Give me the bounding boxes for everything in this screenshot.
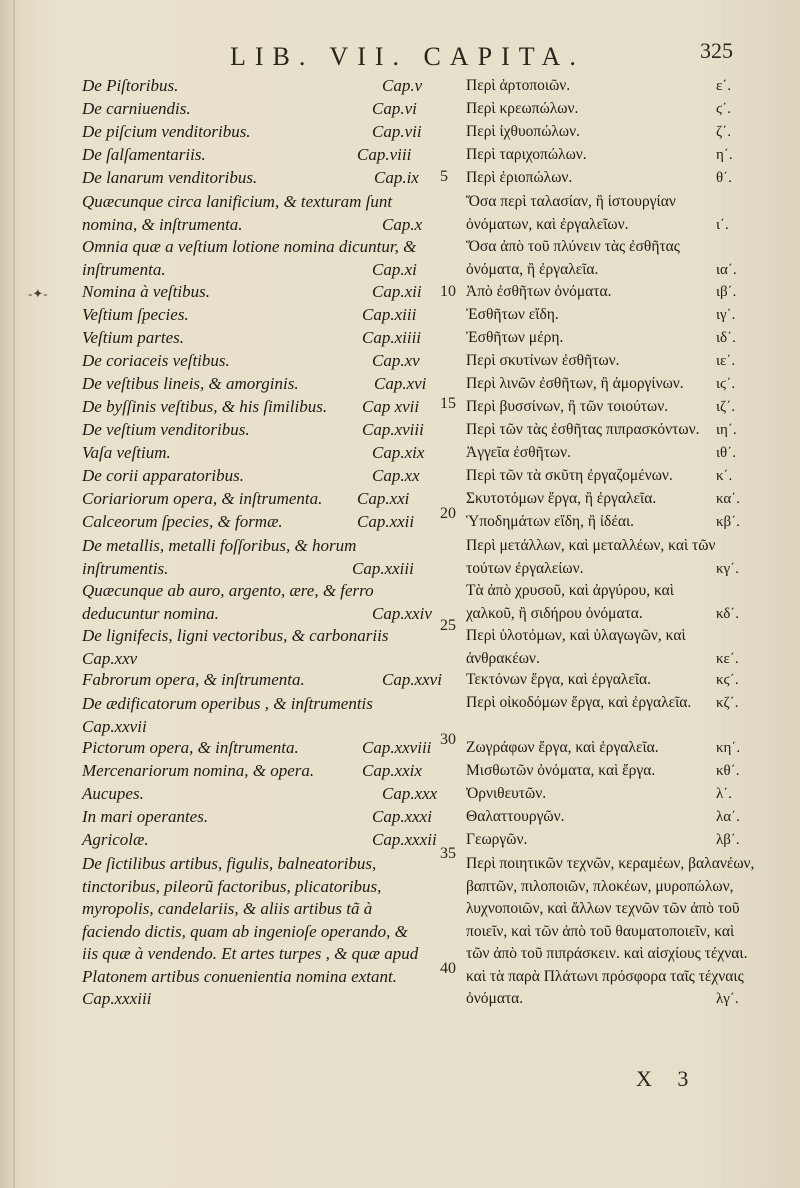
greek-entry-text: Περὶ βυσσίνων, ἢ τῶν τοιούτων. xyxy=(466,398,669,415)
latin-entry-text: De lanarum venditoribus. xyxy=(82,168,258,187)
latin-entry xyxy=(82,625,442,670)
greek-chapter-number: ιθ΄. xyxy=(716,445,736,461)
greek-entry-text: Περὶ οἰκοδόμων ἔργα, καὶ ἐργαλεῖα. xyxy=(466,694,692,711)
greek-chapter-number: κγ΄. xyxy=(716,560,739,577)
latin-chapter-number: Cap.xxvi xyxy=(382,670,442,689)
line-number: 10 xyxy=(440,283,456,300)
greek-entry xyxy=(466,489,756,509)
greek-entry-text: Ὀρνιθευτῶν. xyxy=(466,785,547,802)
latin-chapter-number: Cap.xxviii xyxy=(362,738,432,757)
latin-chapter-number: Cap.xv xyxy=(372,351,420,370)
greek-chapter-number: ιζ΄. xyxy=(716,399,735,415)
latin-entry-text: Pictorum opera, & inſtrumenta. xyxy=(82,738,299,757)
greek-entry-text: Τεκτόνων ἔργα, καὶ ἐργαλεῖα. xyxy=(466,671,652,688)
latin-entry-text: Quæcunque ab auro, argento, ære, & ferro deducuntur nomina. xyxy=(82,581,374,623)
latin-entry-text: Veſtium ſpecies. xyxy=(82,305,189,324)
latin-chapter-number: Cap xvii xyxy=(362,397,420,416)
greek-chapter-number: λα΄. xyxy=(716,809,740,825)
greek-entry-text: Σκυτοτόμων ἔργα, ἢ ἐργαλεῖα. xyxy=(466,490,657,507)
latin-entry-text: Veſtium partes. xyxy=(82,328,184,347)
greek-entry-text: Ἀπὸ ἐσθῆτων ὀνόματα. xyxy=(466,283,612,300)
greek-chapter-number: ϛ΄. xyxy=(716,101,732,117)
latin-chapter-number: Cap.viii xyxy=(357,145,412,164)
latin-entry-text: Agricolæ. xyxy=(82,830,149,849)
greek-entry-text: Τὰ ἀπὸ χρυσοῦ, καὶ ἀργύρου, καὶ χαλκοῦ, ἢ σιδήρου ὀνόματα. xyxy=(466,582,674,622)
page-header xyxy=(0,36,800,70)
latin-entry xyxy=(82,236,442,281)
latin-chapter-number: Cap.xxi xyxy=(357,489,410,508)
greek-entry xyxy=(466,784,756,804)
greek-entry xyxy=(466,535,756,580)
margin-mark: -✦- xyxy=(28,286,48,301)
latin-chapter-number: Cap.xx xyxy=(372,466,420,485)
greek-entry xyxy=(466,761,756,781)
greek-entry-text: Περὶ τῶν τὰς ἐσθῆτας πιπρασκόντων. xyxy=(466,421,700,438)
greek-entry-text: Ἐσθῆτων μέρη. xyxy=(466,329,564,346)
greek-chapter-number: ια΄. xyxy=(716,261,737,278)
greek-entry xyxy=(466,351,756,371)
greek-entry xyxy=(466,853,756,1011)
greek-entry xyxy=(466,328,756,348)
greek-entry xyxy=(466,99,756,119)
greek-entry xyxy=(466,374,756,394)
greek-entry xyxy=(466,76,756,96)
greek-chapter-number: ιε΄. xyxy=(716,353,736,369)
greek-entry xyxy=(466,830,756,850)
greek-entry-text: Περὶ σκυτίνων ἐσθῆτων. xyxy=(466,352,620,369)
greek-chapter-number: κϛ΄. xyxy=(716,672,739,688)
greek-chapter-number: λ΄. xyxy=(716,786,733,802)
greek-chapter-number: κζ΄. xyxy=(716,695,739,711)
greek-entry xyxy=(466,282,756,302)
greek-entry xyxy=(466,807,756,827)
running-title: LIB. VII. CAPITA. xyxy=(230,42,585,71)
greek-entry-text: Ὑποδημάτων εἴδη, ἢ ἰδέαι. xyxy=(466,513,635,530)
latin-entry-text: De byſſinis veſtibus, & his ſimilibus. xyxy=(82,397,328,416)
greek-entry xyxy=(466,305,756,325)
greek-chapter-number: κε΄. xyxy=(716,650,739,667)
latin-chapter-number: Cap.xii xyxy=(372,282,422,301)
latin-entry xyxy=(82,191,442,236)
latin-entry-text: De ædificatorum operibus , & inſtrumentis Cap.xxvii xyxy=(82,694,373,736)
latin-entry-text: De veſtium venditoribus. xyxy=(82,420,250,439)
latin-entry-text: Vaſa veſtium. xyxy=(82,443,171,462)
greek-chapter-number: λβ΄. xyxy=(716,832,740,848)
greek-entry-text: Περὶ τῶν τὰ σκῦτη ἐργαζομένων. xyxy=(466,467,673,484)
greek-chapter-number: κα΄. xyxy=(716,491,741,507)
latin-entry-text: Omnia quæ a veſtium lotione nomina dicuntur, & inſtrumenta. xyxy=(82,237,417,279)
greek-entry-text: Ἀγγεῖα ἐσθῆτων. xyxy=(466,444,572,461)
latin-entry-text: De piſcium venditoribus. xyxy=(82,122,251,141)
greek-entry xyxy=(466,670,756,690)
line-number: 25 xyxy=(440,617,456,634)
line-number: 40 xyxy=(440,960,456,977)
greek-entry-text: Περὶ ποιητικῶν τεχνῶν, κεραμέων, βαλανέων, βαπτῶν, πιλοποιῶν, πλοκέων, μυροπώλων, λυχνοποιῶν, καὶ ἄλλων τεχνῶν τῶν ἀπὸ τοῦ ποιεῖν, καὶ τῶν ἀπὸ τοῦ θαυματοποιεῖν, καὶ τῶν ἀπὸ τοῦ πιπράσκειν. καὶ αἰσχίους τέχναι. καὶ τὰ παρὰ Πλάτωνι πρόσφορα ταῖς τέχναις ὀνόματα. xyxy=(466,855,755,1007)
greek-chapter-number: ε΄. xyxy=(716,78,732,94)
latin-chapter-number: Cap.xviii xyxy=(362,420,424,439)
latin-chapter-number: Cap.xiii xyxy=(362,305,417,324)
latin-chapter-number: Cap.vi xyxy=(372,99,417,118)
line-number: 15 xyxy=(440,395,456,412)
greek-chapter-number: λγ΄. xyxy=(716,991,739,1007)
latin-chapter-number: Cap.xxxi xyxy=(372,807,432,826)
latin-chapter-number: Cap.xix xyxy=(372,443,425,462)
binding-edge xyxy=(13,0,15,1188)
greek-entry-text: Περὶ ταριχοπώλων. xyxy=(466,146,587,163)
latin-chapter-number: Cap.xxx xyxy=(382,784,438,803)
latin-chapter-number: Cap.xxiv xyxy=(372,603,432,623)
latin-chapter-number: Cap.x xyxy=(382,214,423,234)
greek-entry-text: Θαλαττουργῶν. xyxy=(466,808,565,825)
greek-chapter-number: κ΄. xyxy=(716,468,733,484)
latin-entry-text: De lignifecis, ligni vectoribus, & carbonariis Cap.xxv xyxy=(82,626,389,668)
greek-entry-text: Ἐσθῆτων εἴδη. xyxy=(466,306,559,323)
latin-entry-text: De coriaceis veſtibus. xyxy=(82,351,230,370)
greek-entry xyxy=(466,191,756,236)
greek-chapter-number: κδ΄. xyxy=(716,605,740,622)
latin-entry-text: De ſictilibus artibus, figulis, balneatoribus, tinctoribus, pileorũ factoribus, plicatoribus, myropolis, candelariis, & aliis artibus tã à faciendo dictis, quam ab ingenioſe operando, & iis quæ à vendendo. Et artes turpes , & quæ apud Platonem artibus conuenientia nomina extant. Cap.xxxiii xyxy=(82,854,419,1008)
latin-entry-text: De Piſtoribus. xyxy=(82,76,179,95)
greek-entry-text: Ζωγράφων ἔργα, καὶ ἐργαλεῖα. xyxy=(466,739,659,756)
latin-entry-text: Mercenariorum nomina, & opera. xyxy=(82,761,315,780)
latin-entry-text: Coriariorum opera, & inſtrumenta. xyxy=(82,489,323,508)
latin-chapter-number: Cap.xvi xyxy=(374,374,427,393)
greek-chapter-number: ιη΄. xyxy=(716,422,737,438)
latin-entry-text: De metallis, metalli foſſoribus, & horum inſtrumentis. xyxy=(82,536,357,578)
latin-entry-text: De carniuendis. xyxy=(82,99,191,118)
signature-mark: X 3 xyxy=(636,1066,699,1091)
greek-entry-text: Ὅσα ἀπὸ τοῦ πλύνειν τὰς ἐσθῆτας ὀνόματα, ἢ ἐργαλεῖα. xyxy=(466,238,680,278)
latin-chapter-number: Cap.v xyxy=(382,76,423,95)
latin-entry xyxy=(82,693,442,738)
latin-entry-text: Quæcunque circa lanificium, & texturam ſunt nomina, & inſtrumenta. xyxy=(82,192,393,234)
greek-chapter-number: ιγ΄. xyxy=(716,307,736,323)
line-number: 35 xyxy=(440,845,456,862)
greek-entry-text: Περὶ ἐριοπώλων. xyxy=(466,169,573,186)
greek-entry xyxy=(466,693,756,713)
greek-chapter-number: ιδ΄. xyxy=(716,330,736,346)
latin-chapter-number: Cap.xxxii xyxy=(372,830,437,849)
latin-entry-text: Fabrorum opera, & inſtrumenta. xyxy=(82,670,305,689)
greek-chapter-number: η΄. xyxy=(716,147,733,163)
latin-entry xyxy=(82,580,442,625)
latin-entry xyxy=(82,853,442,1011)
greek-entry-text: Περὶ λινῶν ἐσθῆτων, ἢ ἀμοργίνων. xyxy=(466,375,684,392)
greek-entry xyxy=(466,580,756,625)
greek-entry xyxy=(466,236,756,281)
greek-chapter-number: θ΄. xyxy=(716,170,732,186)
greek-entry-text: Περὶ ἀρτοποιῶν. xyxy=(466,77,571,94)
latin-entry-text: De veſtibus lineis, & amorginis. xyxy=(82,374,299,393)
greek-entry xyxy=(466,512,756,532)
latin-entry-text: Calceorum ſpecies, & formæ. xyxy=(82,512,283,531)
latin-chapter-number: Cap.xxii xyxy=(357,512,415,531)
latin-chapter-number: Cap.vii xyxy=(372,122,422,141)
latin-entry-text: Nomina à veſtibus. xyxy=(82,282,210,301)
greek-entry xyxy=(466,738,756,758)
latin-chapter-number: Cap.xxix xyxy=(362,761,422,780)
greek-entry xyxy=(466,168,756,188)
greek-chapter-number: κθ΄. xyxy=(716,763,740,779)
greek-chapter-number: ιϛ΄. xyxy=(716,376,736,392)
greek-chapter-number: κβ΄. xyxy=(716,514,740,530)
greek-entry-text: Περὶ ὑλοτόμων, καὶ ὑλαγωγῶν, καὶ ἀνθρακέων. xyxy=(466,627,686,667)
greek-entry xyxy=(466,625,756,670)
latin-chapter-number: Cap.ix xyxy=(374,168,419,187)
greek-entry-text: Ὅσα περὶ ταλασίαν, ἢ ἱστουργίαν ὀνόματων, καὶ ἐργαλεῖων. xyxy=(466,193,676,233)
latin-chapter-number: Cap.xi xyxy=(372,259,417,279)
latin-entry-text: De corii apparatoribus. xyxy=(82,466,244,485)
greek-entry-text: Γεωργῶν. xyxy=(466,831,528,848)
page-number: 325 xyxy=(700,38,733,63)
latin-chapter-number: Cap.xiiii xyxy=(362,328,422,347)
greek-entry xyxy=(466,466,756,486)
latin-chapter-number: Cap.xxiii xyxy=(352,558,414,578)
latin-entry-text: In mari operantes. xyxy=(82,807,209,826)
greek-entry xyxy=(466,122,756,142)
line-number: 30 xyxy=(440,731,456,748)
greek-entry-text: Περὶ μετάλλων, καὶ μεταλλέων, καὶ τῶν τούτων ἐργαλείων. xyxy=(466,537,716,577)
greek-entry xyxy=(466,397,756,417)
greek-entry-text: Περὶ ἰχθυοπώλων. xyxy=(466,123,581,140)
line-number: 20 xyxy=(440,505,456,522)
greek-entry xyxy=(466,145,756,165)
greek-entry-text: Περὶ κρεωπώλων. xyxy=(466,100,579,117)
greek-entry-text: Μισθωτῶν ὀνόματα, καὶ ἔργα. xyxy=(466,762,656,779)
greek-chapter-number: ιβ΄. xyxy=(716,284,737,300)
greek-entry xyxy=(466,420,756,440)
greek-entry xyxy=(466,443,756,463)
latin-entry-text: Aucupes. xyxy=(82,784,144,803)
greek-chapter-number: ι΄. xyxy=(716,216,729,233)
greek-chapter-number: κη΄. xyxy=(716,740,741,756)
line-number: 5 xyxy=(440,168,448,185)
latin-entry-text: De ſalſamentariis. xyxy=(82,145,206,164)
greek-chapter-number: ζ΄. xyxy=(716,124,731,140)
latin-entry xyxy=(82,535,442,580)
